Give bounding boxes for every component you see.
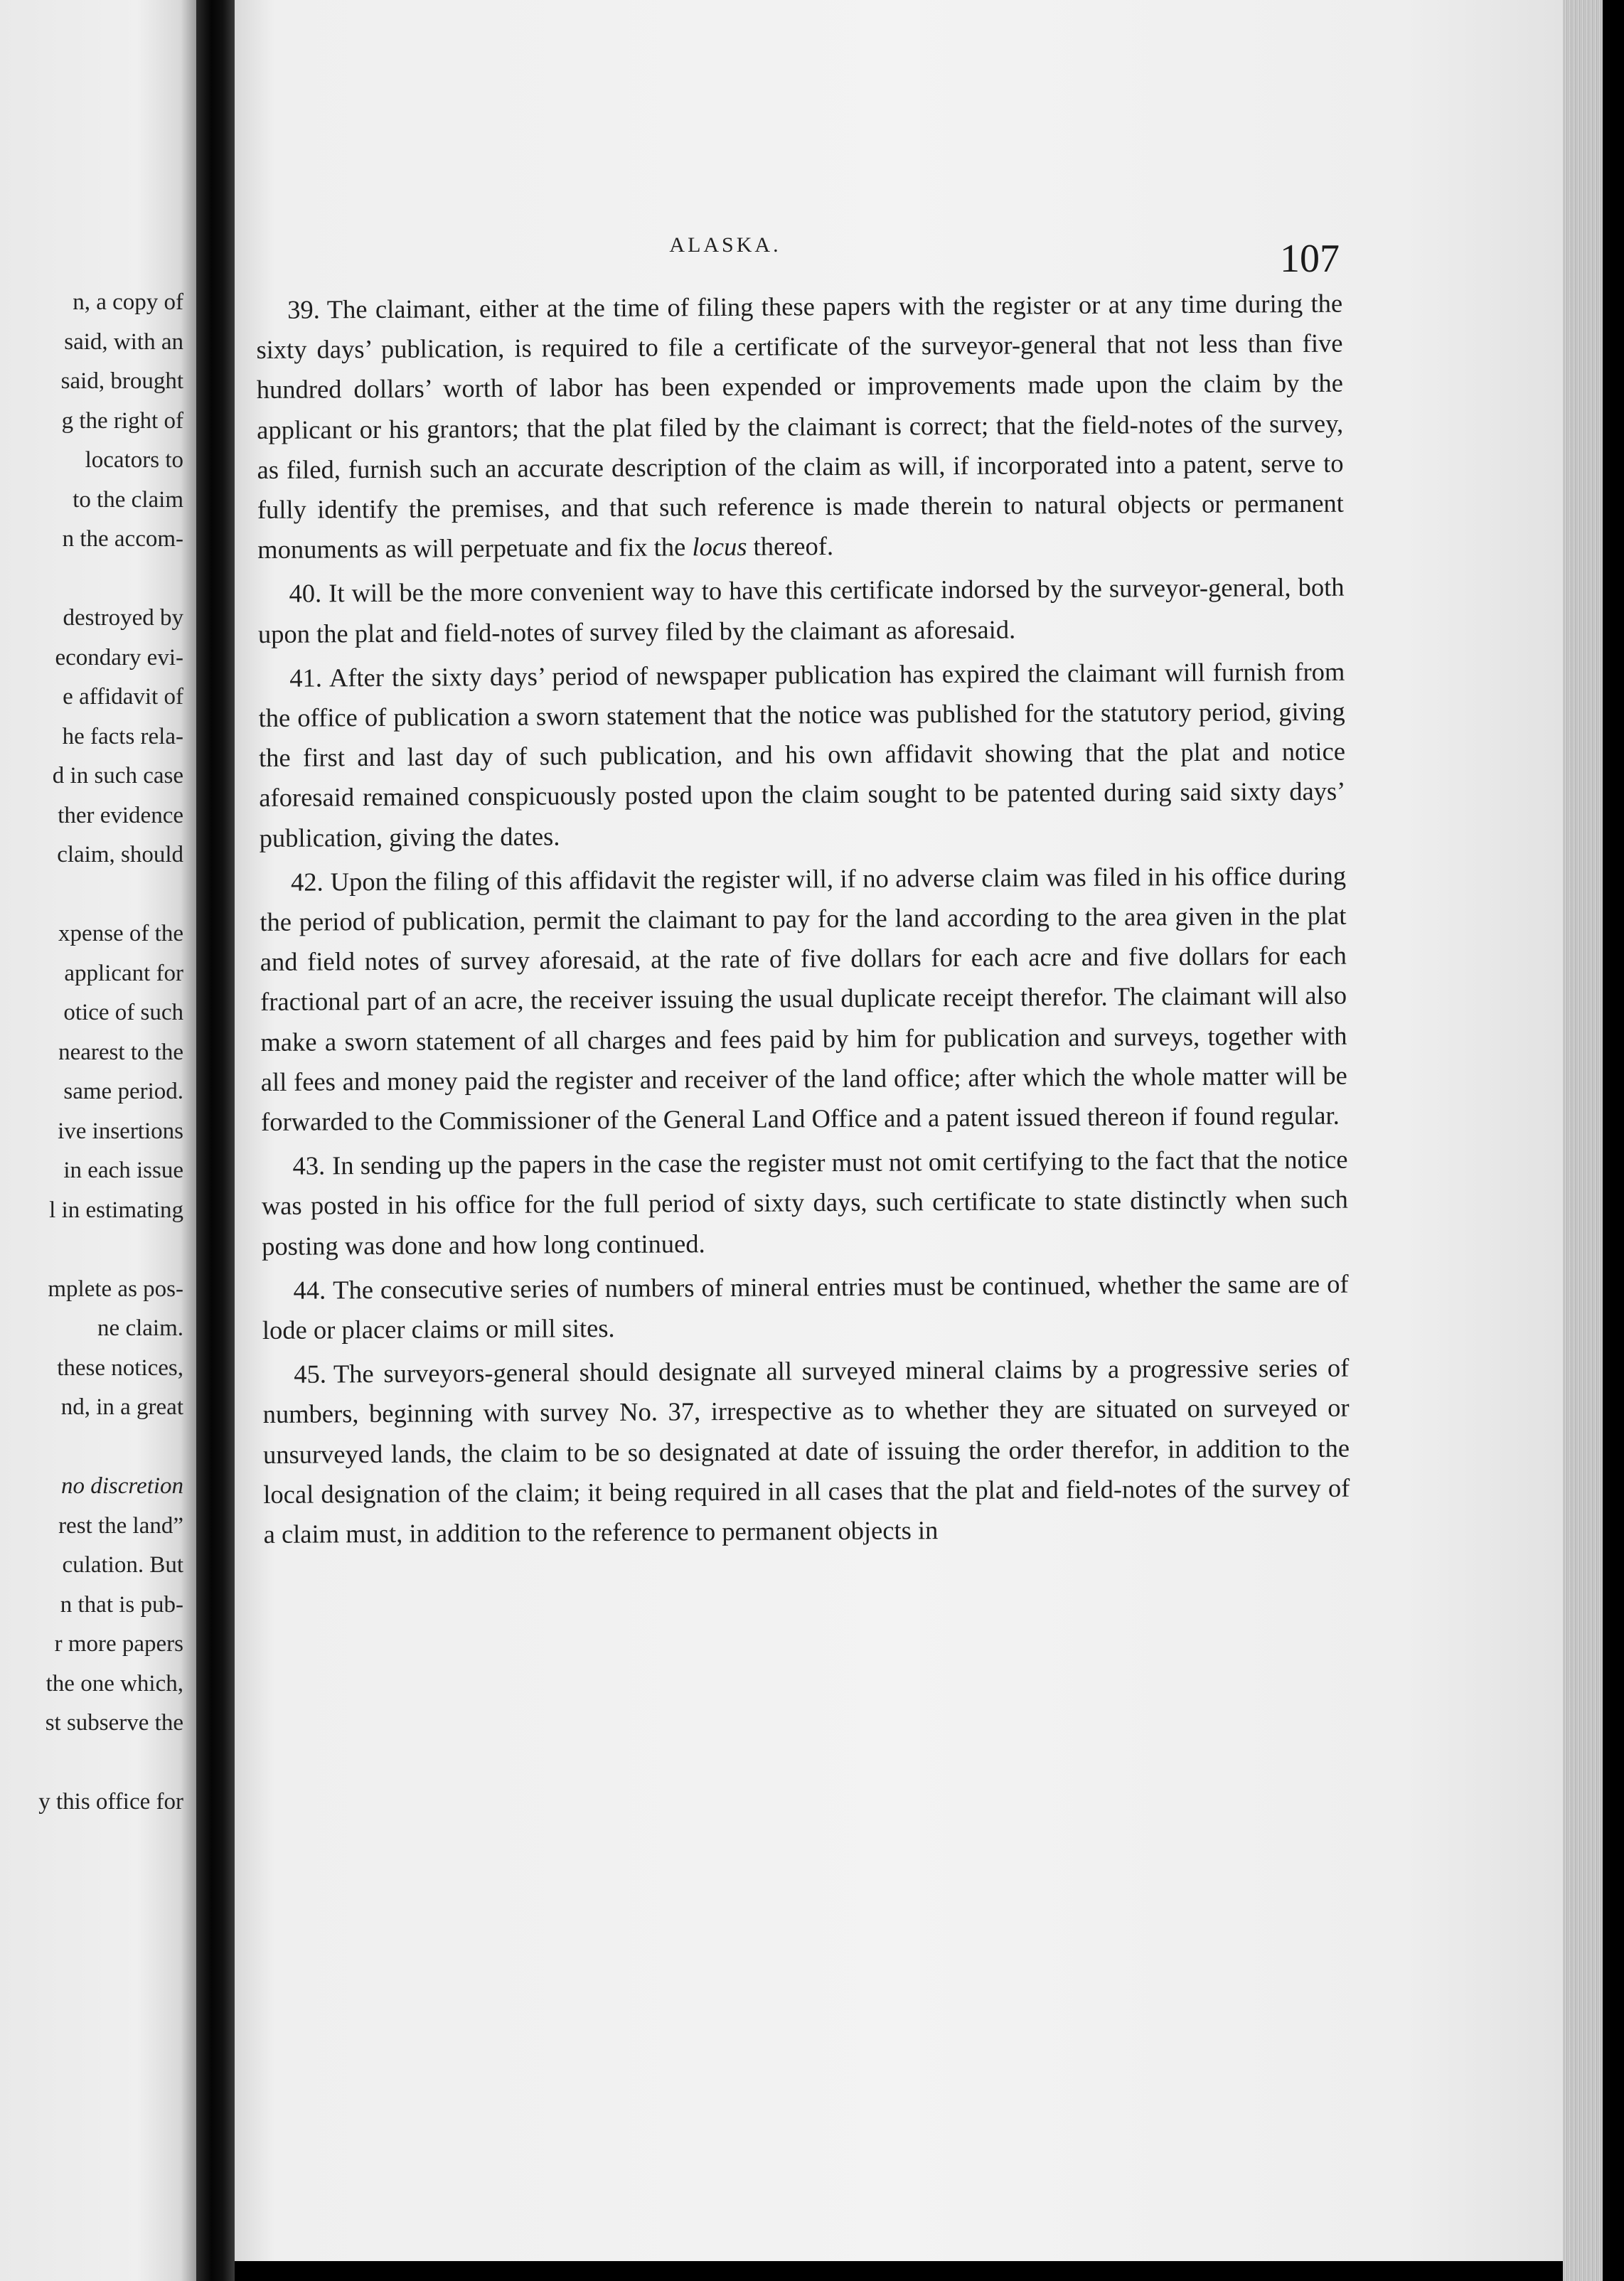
left-page-line: said, brought bbox=[60, 368, 183, 394]
left-page-line: ive insertions bbox=[58, 1118, 183, 1144]
paragraph-42 bbox=[260, 855, 1347, 1142]
left-page-line: in each issue bbox=[63, 1158, 183, 1183]
left-page-line: no discretion bbox=[60, 1473, 183, 1499]
left-page-line bbox=[0, 1230, 183, 1270]
left-page-line: culation. But bbox=[62, 1552, 183, 1578]
scan-border bbox=[1603, 0, 1624, 2281]
left-page-line: rest the land” bbox=[58, 1512, 183, 1539]
paragraph-number: 45. bbox=[294, 1359, 327, 1389]
left-page-line bbox=[0, 1743, 183, 1783]
paragraph-text: After the sixty days’ period of newspaper publication has expired the claimant will furnish from the office of publication a sworn statement that the notice was published for the statutory period, giving the first and last day of such publication, and his own affidavit showing that the plat and notice aforesaid remained conspicuously posted upon the claim sought to be patented during said sixty days’ publication, giving the dates. bbox=[258, 656, 1346, 853]
left-page-line: ne claim. bbox=[97, 1315, 183, 1341]
paragraph-text: The surveyors-general should designate all surveyed mineral claims by a progressive series of numbers, beginning with survey No. 37, irrespective as to whether they are situated on surveyed or unsurveyed lands, the claim to be so designated at date of issuing the order therefor, in addition to the local designation of the claim; it being required in all cases that the plat and field-notes of the survey of a claim must, in addition to the reference to permanent objects in bbox=[262, 1352, 1350, 1549]
left-page-line: the one which, bbox=[46, 1670, 183, 1697]
paragraph-39 bbox=[256, 284, 1344, 570]
left-page-line: claim, should bbox=[57, 842, 183, 867]
left-facing-page bbox=[0, 0, 196, 2281]
left-page-line: to the claim bbox=[73, 486, 183, 513]
paragraph-number: 41. bbox=[289, 663, 323, 693]
paragraph-text-end: thereof. bbox=[753, 531, 834, 561]
left-page-line: same period. bbox=[63, 1079, 183, 1104]
left-page-line: y this office for bbox=[38, 1789, 183, 1815]
paragraph-text: It will be the more convenient way to have this certificate indorsed by the surveyor-general, both upon the plat and field-notes of survey filed by the claimant as aforesaid. bbox=[257, 572, 1345, 648]
left-page-line: g the right of bbox=[61, 407, 183, 434]
paragraph-41 bbox=[258, 651, 1346, 858]
left-page-line: d in such case bbox=[52, 763, 183, 789]
left-page-line: said, with an bbox=[64, 328, 183, 355]
left-page-line: mplete as pos- bbox=[48, 1276, 183, 1302]
left-page-line: n the accom- bbox=[62, 526, 183, 552]
left-page-line: n, a copy of bbox=[73, 289, 183, 315]
left-page-line: r more papers bbox=[54, 1631, 183, 1657]
book-gutter bbox=[196, 0, 235, 2281]
page-number: 107 bbox=[1280, 237, 1340, 281]
paragraph-text: The consecutive series of numbers of mineral entries must be continued, whether the same are of lode or placer claims or mill sites. bbox=[262, 1268, 1349, 1345]
paragraph-40 bbox=[257, 567, 1345, 654]
italic-term: locus bbox=[692, 532, 747, 562]
left-page-line: locators to bbox=[85, 447, 183, 473]
page-edge-stack bbox=[1563, 0, 1603, 2281]
paragraph-text: Upon the filing of this affidavit the register will, if no adverse claim was filed in his office during the period of publication, permit the claimant to pay for the land according to the area given in the plat and field notes of survey aforesaid, at the rate of five dollars for each acre and five dollars for each fractional part of an acre, the receiver issuing the usual duplicate receipt therefor. The claimant will also make a sworn statement of all charges and fees paid by him for publication and surveys, together with all fees and money paid the register and receiver of the land office; after which the whole matter will be forwarded to the Commissioner of the General Land Office and a patent issued thereon if found regular. bbox=[260, 860, 1347, 1137]
paragraph-number: 44. bbox=[293, 1275, 326, 1305]
left-page-line: nd, in a great bbox=[60, 1394, 183, 1420]
left-page-line: l in estimating bbox=[49, 1197, 183, 1223]
page-body bbox=[256, 284, 1350, 1559]
left-page-line: e affidavit of bbox=[63, 684, 183, 710]
paragraph-44 bbox=[262, 1264, 1349, 1351]
left-page-line: nearest to the bbox=[58, 1039, 183, 1065]
running-title: ALASKA. bbox=[669, 233, 781, 257]
left-page-line: xpense of the bbox=[58, 921, 183, 946]
left-page-line: n that is pub- bbox=[60, 1591, 183, 1618]
left-page-line: st subserve the bbox=[45, 1710, 183, 1736]
left-page-line: ther evidence bbox=[58, 802, 183, 828]
left-page-line: destroyed by bbox=[63, 605, 183, 631]
left-page-line bbox=[0, 875, 183, 915]
paragraph-45 bbox=[262, 1348, 1350, 1554]
left-page-line bbox=[0, 1428, 183, 1468]
left-page-text-fragments bbox=[0, 283, 183, 1822]
paragraph-43 bbox=[261, 1140, 1348, 1266]
left-page-line: these notices, bbox=[57, 1355, 183, 1381]
paragraph-number: 39. bbox=[287, 294, 320, 324]
left-page-line: otice of such bbox=[63, 1000, 183, 1025]
paragraph-text: The claimant, either at the time of filing these papers with the register or at any time during the sixty days’ publication, is required to file a certificate of the surveyor-general that not less than five hundred dollars’ worth of labor has been expended or improvements made upon the claim by the applicant or his grantors; that the plat filed by the claimant is correct; that the field-notes of the survey, as filed, furnish such an accurate description of the claim as will, if incorporated into a patent, serve to fully identify the premises, and that such reference is made therein to natural objects or permanent monuments as will perpetuate and fix the bbox=[256, 288, 1344, 565]
paragraph-number: 43. bbox=[292, 1150, 326, 1180]
paragraph-number: 40. bbox=[289, 578, 322, 609]
left-page-line: he facts rela- bbox=[62, 723, 183, 749]
left-page-line: econdary evi- bbox=[55, 644, 183, 671]
paragraph-number: 42. bbox=[290, 867, 324, 897]
left-page-line bbox=[0, 560, 183, 599]
paragraph-text: In sending up the papers in the case the register must not omit certifying to the fact that the notice was posted in his office for the full period of sixty days, such certificate to state distinctly when such posting was done and how long continued. bbox=[261, 1144, 1348, 1261]
left-page-line: applicant for bbox=[64, 960, 183, 986]
